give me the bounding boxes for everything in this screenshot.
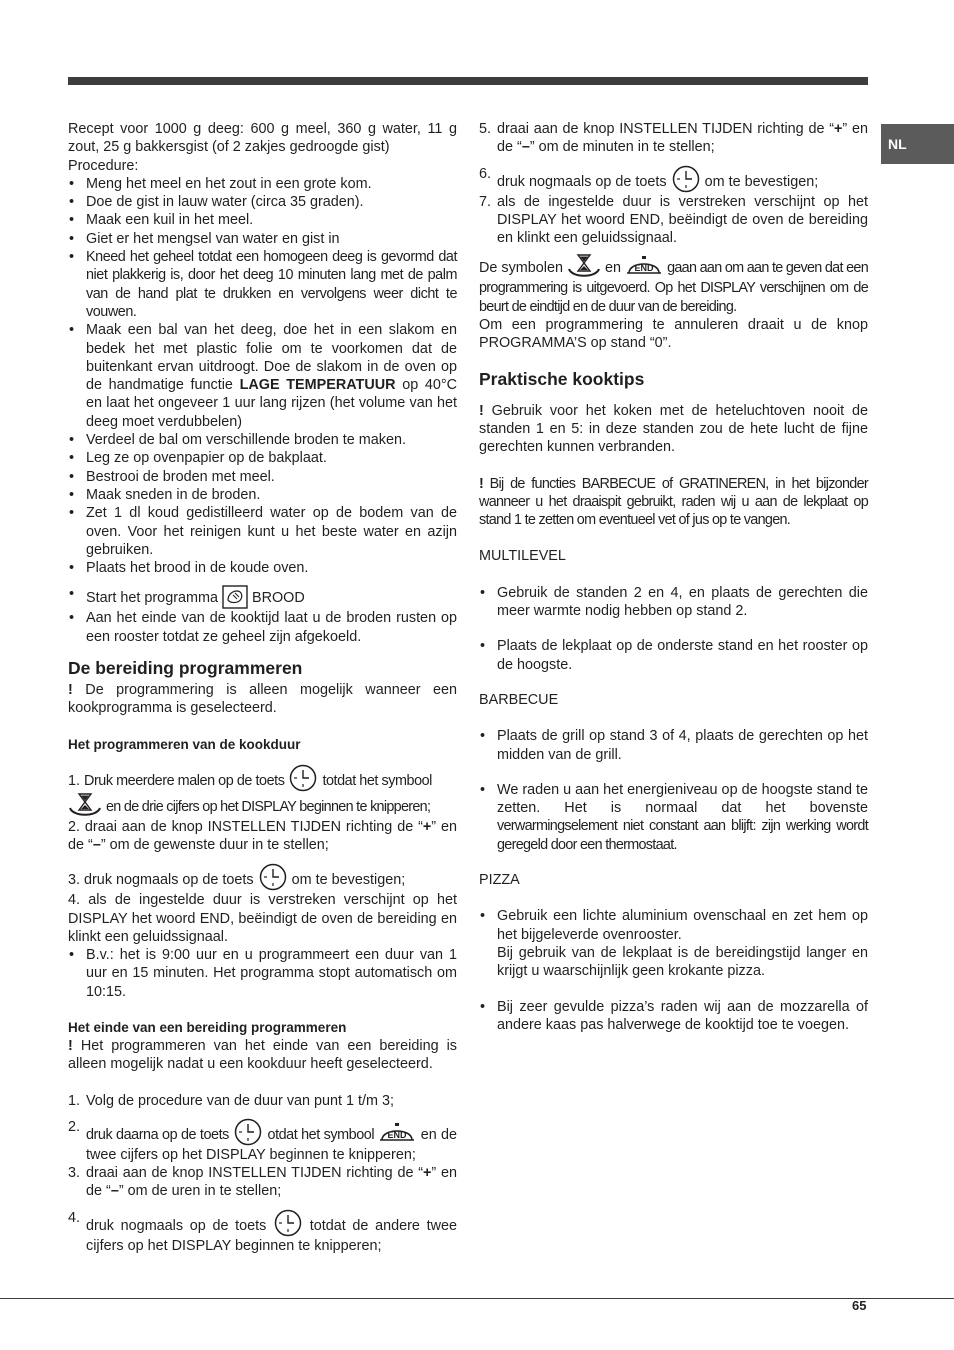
step-text: Start het programma xyxy=(86,590,218,607)
step-text: ” om de uren in te stellen; xyxy=(118,1183,282,1200)
symbols-paragraph xyxy=(479,253,868,316)
list-item: • B.v.: het is 9:00 uur en u programmeert een duur van 1 uur en 15 minuten. Het programma stopt automatisch om 10:15. xyxy=(68,946,457,1001)
step-text: als de ingestelde duur is verstreken verschijnt op het DISPLAY het woord END, beëindigt de oven de bereiding en klinkt een geluidssignaal. xyxy=(68,892,457,945)
list-item: • Zet 1 dl koud gedistilleerd water op de bodem van de oven. Voor het reinigen kunt u het beste water en azijn gebruiken. xyxy=(68,504,457,559)
list-item: • Leg ze op ovenpapier op de bakplaat. xyxy=(68,449,457,467)
step-number: 6. xyxy=(479,165,492,182)
right-column xyxy=(479,120,868,1051)
hourglass-duration-icon xyxy=(567,253,601,279)
step-text: als de ingestelde duur is verstreken verschijnt op het DISPLAY het woord END, beëindigt de oven de bereiding en klinkt een geluidssignaal. xyxy=(497,193,868,247)
barbecue-list xyxy=(479,727,868,854)
list-item: • Meng het meel en het zout in een grote kom. xyxy=(68,175,457,193)
list-item xyxy=(68,1164,457,1201)
clock-icon xyxy=(288,764,318,792)
section-title: De bereiding programmeren xyxy=(68,658,303,679)
list-item: • Bestrooi de broden met meel. xyxy=(68,468,457,486)
duration-step-2 xyxy=(68,818,457,855)
step-text: op 40°C en laat het ongeveer 1 uur lang rijzen (het volume van het deeg moet verdubbelen) xyxy=(86,377,458,430)
example-list xyxy=(68,946,457,1001)
plus-sign: + xyxy=(422,818,432,835)
tip-text: Bij de functies BARBECUE of GRATINEREN, in het bijzonder wanneer u het draaispit gebruikt, raden wij u aan de lekplaat op stand 1 te zetten om eventueel vet of jus op te vangen. xyxy=(479,475,868,529)
step-text: totdat het symbool xyxy=(322,772,432,789)
step-number: 3. xyxy=(68,1165,81,1182)
list-item xyxy=(68,1092,457,1110)
clock-icon xyxy=(258,863,288,891)
step-number: 2. xyxy=(68,818,81,835)
procedure-list xyxy=(68,175,457,646)
step-text: druk daarna op de toets xyxy=(86,1126,229,1143)
step-text: om te bevestigen; xyxy=(291,872,406,889)
bread-program-icon xyxy=(222,585,248,609)
step-number: 2. xyxy=(68,1118,81,1135)
plus-sign: + xyxy=(423,1165,432,1182)
list-item: • Doe de gist in lauw water (circa 35 graden). xyxy=(68,193,457,211)
tip-text: • Gebruik een lichte aluminium ovenschaal en zet hem op het bijgeleverde ovenrooster. xyxy=(497,908,868,943)
list-item xyxy=(68,585,457,609)
warning-mark: ! xyxy=(479,475,484,492)
step-text: ” en de “ xyxy=(68,818,457,853)
hourglass-duration-icon xyxy=(68,792,102,818)
multilevel-label: MULTILEVEL xyxy=(479,548,566,565)
tip-text: We raden u aan het energieniveau op de hoogste stand te zetten. Het is normaal dat het bovenste xyxy=(497,781,868,817)
language-tab: NL xyxy=(881,124,954,164)
end-pot-icon xyxy=(378,1120,416,1146)
barbecue-label: BARBECUE xyxy=(479,691,559,708)
list-item: • Plaats het brood in de koude oven. xyxy=(68,559,457,577)
duration-steps xyxy=(68,764,457,1001)
list-item: • Kneed het geheel totdat een homogeen deeg is gevormd dat niet plakkerig is, door het deeg 10 minuten lang met de palm van de hand plat te drukken en vervolgens weer dicht te vouwen. xyxy=(68,248,457,321)
list-item xyxy=(479,120,868,157)
list-item xyxy=(68,1118,457,1164)
tip-text: verwarmingselement niet constant aan blijft: zijn werking wordt geregeld door een thermostaat. xyxy=(497,818,868,853)
duration-step-4 xyxy=(68,891,457,946)
step-text: druk nogmaals op de toets xyxy=(86,1217,267,1234)
step-text: om te bevestigen; xyxy=(704,173,819,190)
para-text: en xyxy=(605,260,622,277)
svg-text:END: END xyxy=(634,263,654,274)
function-name: LAGE TEMPERATUUR xyxy=(239,377,396,394)
end-note xyxy=(68,1037,457,1074)
multilevel-list xyxy=(479,584,868,674)
step-text: draai aan de knop INSTELLEN TIJDEN richting de “ xyxy=(86,1165,424,1182)
list-item xyxy=(479,193,868,248)
program-name: BROOD xyxy=(251,590,305,607)
list-item: • Bij zeer gevulde pizza’s raden wij aan de mozzarella of andere kaas pas halverwege de kooktijd toe te voegen. xyxy=(479,998,868,1035)
para-text: De symbolen xyxy=(479,260,563,277)
list-item: • Verdeel de bal om verschillende broden te maken. xyxy=(68,431,457,449)
step-text: ” en de “ xyxy=(497,121,868,156)
list-item: • Maak sneden in de broden. xyxy=(68,486,457,504)
step-text: en de drie cijfers op het DISPLAY beginnen te knipperen; xyxy=(106,798,431,815)
step-text: ” en de “ xyxy=(86,1165,457,1200)
step-text: Maak een bal van het deeg, doe het in een slakom en bedek het met plastic folie om te voorkomen dat de buitenkant ervan uitdroogt. Doe de slakom in de oven op de handmatige functie xyxy=(86,322,457,394)
duration-step-3 xyxy=(68,863,457,891)
step-text: totdat de andere twee cijfers op het DISPLAY beginnen te knipperen; xyxy=(86,1217,457,1254)
step-text: Druk meerdere malen op de toets xyxy=(84,772,285,789)
step-text: ” om de minuten in te stellen; xyxy=(529,139,715,156)
minus-sign: – xyxy=(92,836,101,853)
list-item xyxy=(479,165,868,193)
step-text: draai aan de knop INSTELLEN TIJDEN richting de “ xyxy=(84,818,423,835)
list-item xyxy=(479,781,868,854)
header-bar xyxy=(68,77,868,85)
list-item xyxy=(68,321,457,431)
step-text: en de twee cijfers op het DISPLAY beginnen te knipperen; xyxy=(86,1126,458,1163)
plus-sign: + xyxy=(834,121,843,137)
step-text: Volg de procedure van de duur van punt 1 t/m 3; xyxy=(86,1092,395,1109)
step-text: druk nogmaals op de toets xyxy=(497,173,667,190)
section-note xyxy=(68,681,457,718)
step-number: 5. xyxy=(479,121,492,137)
minus-sign: – xyxy=(110,1183,119,1200)
procedure-label: Procedure: xyxy=(68,157,139,174)
note-text: Het programmeren van het einde van een bereiding is alleen mogelijk nadat u een kookduur heeft geselecteerd. xyxy=(68,1037,458,1073)
tip-text: Bij gebruik van de lekplaat is de bereidingstijd langer en krijgt u waarschijnlijk geen krokante pizza. xyxy=(497,944,868,980)
step-number: 1. xyxy=(68,772,81,789)
list-item: • Plaats de grill op stand 3 of 4, plaats de gerechten op het midden van de grill. xyxy=(479,727,868,764)
footer-rule xyxy=(0,1298,954,1299)
cancel-paragraph: Om een programmering te annuleren draait u de knop PROGRAMMA’S op stand “0”. xyxy=(479,317,868,352)
clock-icon xyxy=(671,165,701,193)
pizza-label: PIZZA xyxy=(479,872,520,889)
minus-sign: – xyxy=(521,139,530,156)
note-text: De programmering is alleen mogelijk wanneer een kookprogramma is geselecteerd. xyxy=(68,682,457,717)
list-item: • Maak een kuil in het meel. xyxy=(68,211,457,229)
list-item: • Aan het einde van de kooktijd laat u de broden rusten op een rooster totdat ze geheel zijn afgekoeld. xyxy=(68,609,457,646)
warning-mark: ! xyxy=(68,1037,73,1054)
step-text: druk nogmaals op de toets xyxy=(84,872,254,889)
left-column xyxy=(68,120,457,1255)
end-steps xyxy=(68,1092,457,1255)
step-number: 4. xyxy=(68,1209,81,1226)
tip-2 xyxy=(479,475,868,530)
step-number: 3. xyxy=(68,872,81,889)
subsection-title: Het programmeren van de kookduur xyxy=(68,736,301,752)
section-title: Praktische kooktips xyxy=(479,368,645,389)
duration-step-1-cont xyxy=(68,792,457,818)
step-text: otdat het symbool xyxy=(267,1126,375,1143)
step-number: 4. xyxy=(68,892,81,909)
step-number: 1. xyxy=(68,1092,81,1109)
warning-mark: ! xyxy=(68,682,73,699)
warning-mark: ! xyxy=(479,402,484,419)
duration-step-1 xyxy=(68,764,457,792)
clock-icon xyxy=(233,1118,263,1146)
list-item xyxy=(479,907,868,980)
step-text: ” om de gewenste duur in te stellen; xyxy=(100,836,329,853)
end-steps-continued xyxy=(479,120,868,247)
list-item: • Giet er het mengsel van water en gist in xyxy=(68,230,457,248)
para-text: gaan aan om aan te geven dat een programmering is uitgevoerd. Op het DISPLAY verschijnen om de beurt de eindtijd en de duur van de bereiding. xyxy=(479,260,869,315)
tip-1 xyxy=(479,402,868,457)
pizza-list xyxy=(479,907,868,1034)
list-item xyxy=(68,1209,457,1255)
step-number: 7. xyxy=(479,193,492,210)
end-pot-icon xyxy=(625,253,663,279)
tip-text: Gebruik voor het koken met de heteluchtoven nooit de standen 1 en 5: in deze standen zou de hete lucht de fijne gerechten kunnen verbranden. xyxy=(479,402,868,456)
page-number: 65 xyxy=(852,1298,867,1313)
subsection-title: Het einde van een bereiding programmeren xyxy=(68,1019,347,1035)
recipe-intro: Recept voor 1000 g deeg: 600 g meel, 360 g water, 11 g zout, 25 g bakkersgist (of 2 zakjes gedroogde gist) xyxy=(68,121,457,156)
step-text: draai aan de knop INSTELLEN TIJDEN richting de “ xyxy=(497,121,835,137)
list-item: • Gebruik de standen 2 en 4, en plaats de gerechten die meer warmte nodig hebben op stand 2. xyxy=(479,584,868,621)
clock-icon xyxy=(273,1209,303,1237)
list-item: • Plaats de lekplaat op de onderste stand en het rooster op de hoogste. xyxy=(479,637,868,674)
svg-text:END: END xyxy=(387,1129,407,1140)
